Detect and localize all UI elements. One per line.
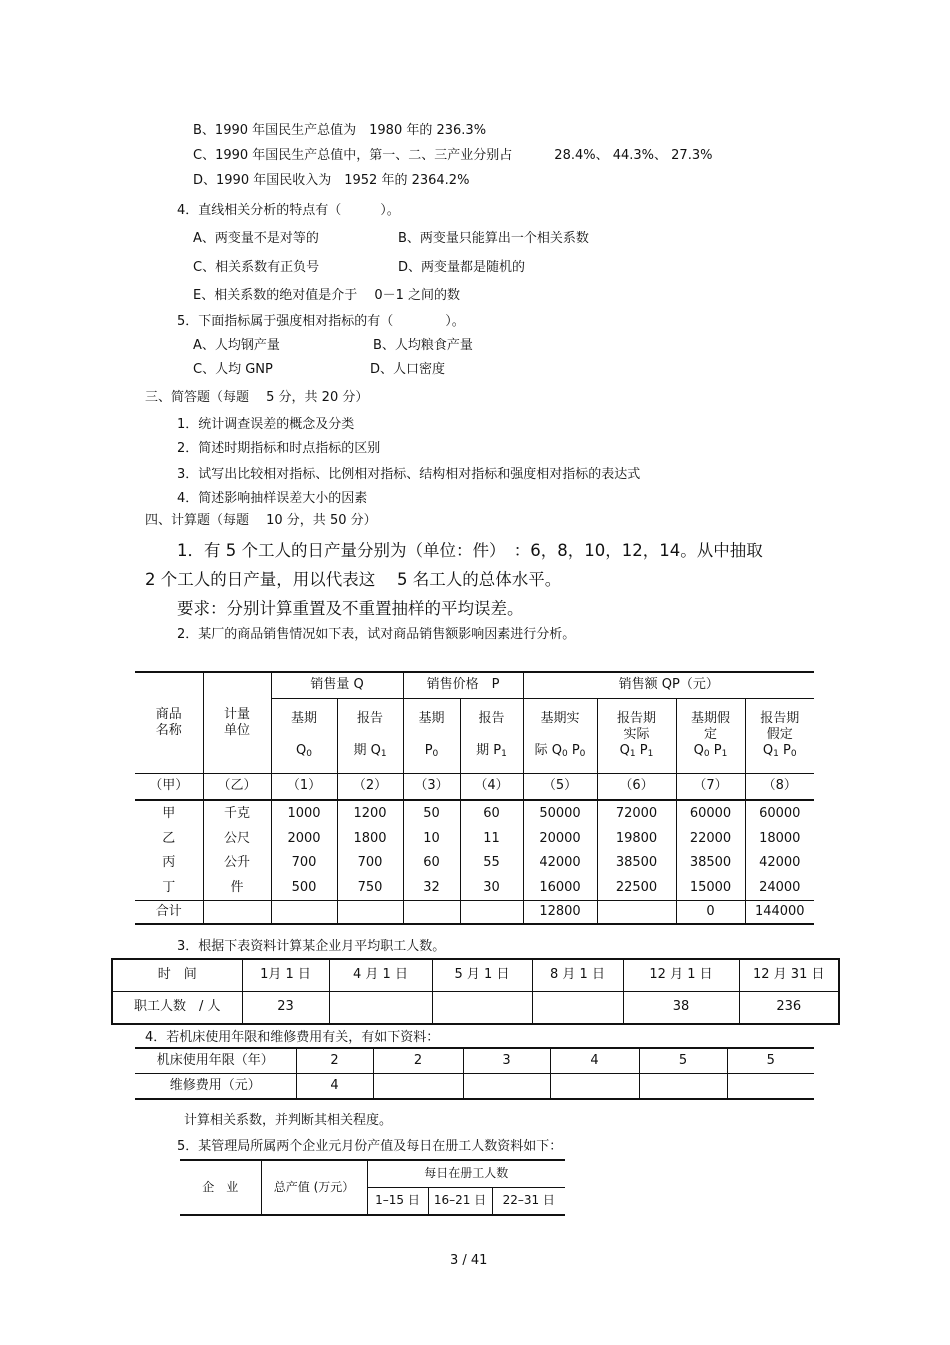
table-cell: 2: [296, 1048, 373, 1074]
table-cell: 72000: [597, 800, 676, 827]
table-cell: [432, 992, 532, 1025]
table-cell: 1000: [271, 800, 337, 827]
q5-option-a: A、人均钢产量: [193, 338, 280, 353]
table-cell: 50: [403, 800, 460, 827]
table-cell: 750: [337, 876, 403, 900]
header-amount: 销售额 QP（元）: [523, 672, 814, 698]
section3-item: 4．简述影响抽样误差大小的因素: [177, 491, 368, 506]
column-index-row: [135, 773, 814, 800]
table-cell: 4 月 1 日: [329, 959, 432, 992]
table-cell: [329, 992, 432, 1025]
problem1-line2: 2 个工人的日产量，用以代表这 5 名工人的总体水平。: [145, 570, 562, 589]
table-cell: 机床使用年限（年）: [135, 1048, 296, 1074]
section3-title: 三、简答题（每题 5 分，共 20 分）: [145, 390, 369, 405]
table-cell: 236: [739, 992, 839, 1025]
table-cell: [597, 900, 676, 924]
header-p1: 报告 期 $P_1$: [460, 698, 523, 773]
q3-option-b: B、1990 年国民生产总值为 1980 年的 236.3%: [193, 123, 487, 138]
table-cell: 0: [676, 900, 745, 924]
table-cell: 22000: [676, 827, 745, 851]
table-cell: [550, 1074, 639, 1100]
q4-option-b: B、两变量只能算出一个相关系数: [398, 231, 589, 246]
table-cell: 38: [623, 992, 739, 1025]
column-index: （2）: [337, 773, 403, 800]
table-row: [112, 959, 839, 992]
table-row: [135, 1048, 814, 1074]
column-index: （1）: [271, 773, 337, 800]
table-cell: 12800: [523, 900, 597, 924]
header-price: 销售价格 P: [403, 672, 523, 698]
table-cell: 24000: [745, 876, 814, 900]
table-cell: 职工人数 / 人: [112, 992, 242, 1025]
table-row: [112, 992, 839, 1025]
header-q1p1: 报告期 实际 $Q_1$ $P_1$: [597, 698, 676, 773]
table-cell: 22500: [597, 876, 676, 900]
table-cell: 千克: [203, 800, 271, 827]
table-cell: 合计: [135, 900, 203, 924]
table-cell: 42000: [745, 851, 814, 876]
section3-item: 1．统计调查误差的概念及分类: [177, 417, 355, 432]
table-cell: 19800: [597, 827, 676, 851]
column-index: （甲）: [135, 773, 203, 800]
table-row: [135, 851, 814, 876]
problem1-line1: 1．有 5 个工人的日产量分别为（单位：件） ：6，8，10，12，14。从中抽取: [177, 541, 763, 560]
table-row: [135, 876, 814, 900]
problem4-stem: 4．若机床使用年限和维修费用有关，有如下资料：: [145, 1030, 440, 1045]
table-cell: 22–31 日: [492, 1187, 565, 1215]
table-cell: [463, 1074, 550, 1100]
table-cell: [403, 900, 460, 924]
total-row: [135, 900, 814, 924]
table-cell: 件: [203, 876, 271, 900]
header-q1p0: 报告期 假定 $Q_1$ $P_0$: [745, 698, 814, 773]
table-cell: 1800: [337, 827, 403, 851]
table-cell: 公尺: [203, 827, 271, 851]
table-cell: 16–21 日: [428, 1187, 492, 1215]
table-cell: 丙: [135, 851, 203, 876]
problem3-stem: 3．根据下表资料计算某企业月平均职工人数。: [177, 939, 446, 954]
table-row: [180, 1160, 565, 1187]
column-index: （乙）: [203, 773, 271, 800]
column-index: （6）: [597, 773, 676, 800]
table-cell: 丁: [135, 876, 203, 900]
table-cell: 3: [463, 1048, 550, 1074]
workers-table: [111, 958, 840, 1025]
q5-option-c: C、人均 GNP: [193, 362, 273, 377]
table-cell: 时 间: [112, 959, 242, 992]
table-cell: 2: [373, 1048, 463, 1074]
table-cell: [337, 900, 403, 924]
table-cell: 1月 1 日: [242, 959, 329, 992]
table-cell: 38500: [676, 851, 745, 876]
section4-title: 四、计算题（每题 10 分，共 50 分）: [145, 513, 377, 528]
problem4-instruction: 计算相关系数，并判断其相关程度。: [184, 1113, 393, 1128]
enterprise-table: [180, 1159, 565, 1216]
table-cell: [727, 1074, 814, 1100]
table-cell: 8 月 1 日: [532, 959, 623, 992]
table-cell: 4: [296, 1074, 373, 1100]
table-cell: [532, 992, 623, 1025]
column-index: （8）: [745, 773, 814, 800]
q4-stem: 4．直线相关分析的特点有（ ）。: [177, 203, 400, 218]
header-q0: 基期 $Q_0$: [271, 698, 337, 773]
q3-option-d: D、1990 年国民收入为 1952 年的 2364.2%: [193, 173, 470, 188]
table-cell: 18000: [745, 827, 814, 851]
problem1-line3: 要求：分别计算重置及不重置抽样的平均误差。: [177, 599, 524, 618]
table-row: [135, 800, 814, 827]
header-q0p0: 基期实 际 $Q_0$ $P_0$: [523, 698, 597, 773]
table-cell: [373, 1074, 463, 1100]
table-cell: [460, 900, 523, 924]
table-cell: 30: [460, 876, 523, 900]
table-cell: 11: [460, 827, 523, 851]
table-cell: 60000: [745, 800, 814, 827]
q3-option-c: [193, 149, 712, 162]
q4-option-c: C、相关系数有正负号: [193, 260, 320, 275]
table-row: [135, 827, 814, 851]
table-cell: 700: [271, 851, 337, 876]
header-quantity: 销售量 Q: [271, 672, 403, 698]
table-cell: 总产值 (万元）: [261, 1160, 367, 1215]
table-cell: 20000: [523, 827, 597, 851]
table-cell: 乙: [135, 827, 203, 851]
table-cell: [203, 900, 271, 924]
section3-item: 2．简述时期指标和时点指标的区别: [177, 441, 381, 456]
problem5-stem: 5．某管理局所属两个企业元月份产值及每日在册工人数资料如下：: [177, 1139, 563, 1154]
q5-option-d: D、人口密度: [370, 362, 446, 377]
table-cell: 5: [639, 1048, 727, 1074]
section3-item: 3．试写出比较相对指标、比例相对指标、结构相对指标和强度相对指标的表达式: [177, 467, 641, 482]
table-cell: 维修费用（元）: [135, 1074, 296, 1100]
q5-stem: 5．下面指标属于强度相对指标的有（ ）。: [177, 314, 465, 329]
table-cell: 每日在册工人数: [367, 1160, 565, 1187]
table-cell: 4: [550, 1048, 639, 1074]
table-row: [135, 1074, 814, 1100]
table-cell: 60000: [676, 800, 745, 827]
column-index: （5）: [523, 773, 597, 800]
table-cell: 公升: [203, 851, 271, 876]
table-cell: 甲: [135, 800, 203, 827]
q4-option-d: D、两变量都是随机的: [398, 260, 526, 275]
table-cell: [271, 900, 337, 924]
table-cell: 1–15 日: [367, 1187, 428, 1215]
table-cell: 144000: [745, 900, 814, 924]
table-cell: 500: [271, 876, 337, 900]
table-cell: 60: [403, 851, 460, 876]
sales-table: [135, 671, 814, 925]
header-q0p1: 基期假 定 $Q_0$ $P_1$: [676, 698, 745, 773]
machine-table: [135, 1047, 814, 1100]
page-number: 3 / 41: [450, 1253, 488, 1268]
table-cell: 16000: [523, 876, 597, 900]
q3-option-c-text: C、1990 年国民生产总值中，第一、二、三产业分别占: [193, 148, 513, 163]
q4-option-e: E、相关系数的绝对值是介于 0－1 之间的数: [193, 288, 461, 303]
header-p0: 基期 $P_0$: [403, 698, 460, 773]
column-index: （4）: [460, 773, 523, 800]
q3-option-c-values: 28.4%、 44.3%、 27.3%: [554, 148, 713, 163]
table-cell: 5: [727, 1048, 814, 1074]
header-name: 商品 名称: [135, 672, 203, 773]
table-cell: 700: [337, 851, 403, 876]
table-cell: 50000: [523, 800, 597, 827]
table-cell: 55: [460, 851, 523, 876]
table-cell: 60: [460, 800, 523, 827]
table-cell: 10: [403, 827, 460, 851]
table-cell: 38500: [597, 851, 676, 876]
table-cell: 2000: [271, 827, 337, 851]
q5-option-b: B、人均粮食产量: [373, 338, 473, 353]
column-index: （3）: [403, 773, 460, 800]
header-q1: 报告 期 $Q_1$: [337, 698, 403, 773]
header-unit: 计量 单位: [203, 672, 271, 773]
q4-option-a: A、两变量不是对等的: [193, 231, 319, 246]
table-cell: 1200: [337, 800, 403, 827]
table-cell: 23: [242, 992, 329, 1025]
table-cell: 企 业: [180, 1160, 261, 1215]
table-cell: 32: [403, 876, 460, 900]
table-cell: 12 月 1 日: [623, 959, 739, 992]
column-index: （7）: [676, 773, 745, 800]
table-cell: 42000: [523, 851, 597, 876]
table-cell: 5 月 1 日: [432, 959, 532, 992]
table-cell: [639, 1074, 727, 1100]
problem2-stem: 2．某厂的商品销售情况如下表，试对商品销售额影响因素进行分析。: [177, 627, 576, 642]
table-cell: 15000: [676, 876, 745, 900]
table-cell: 12 月 31 日: [739, 959, 839, 992]
